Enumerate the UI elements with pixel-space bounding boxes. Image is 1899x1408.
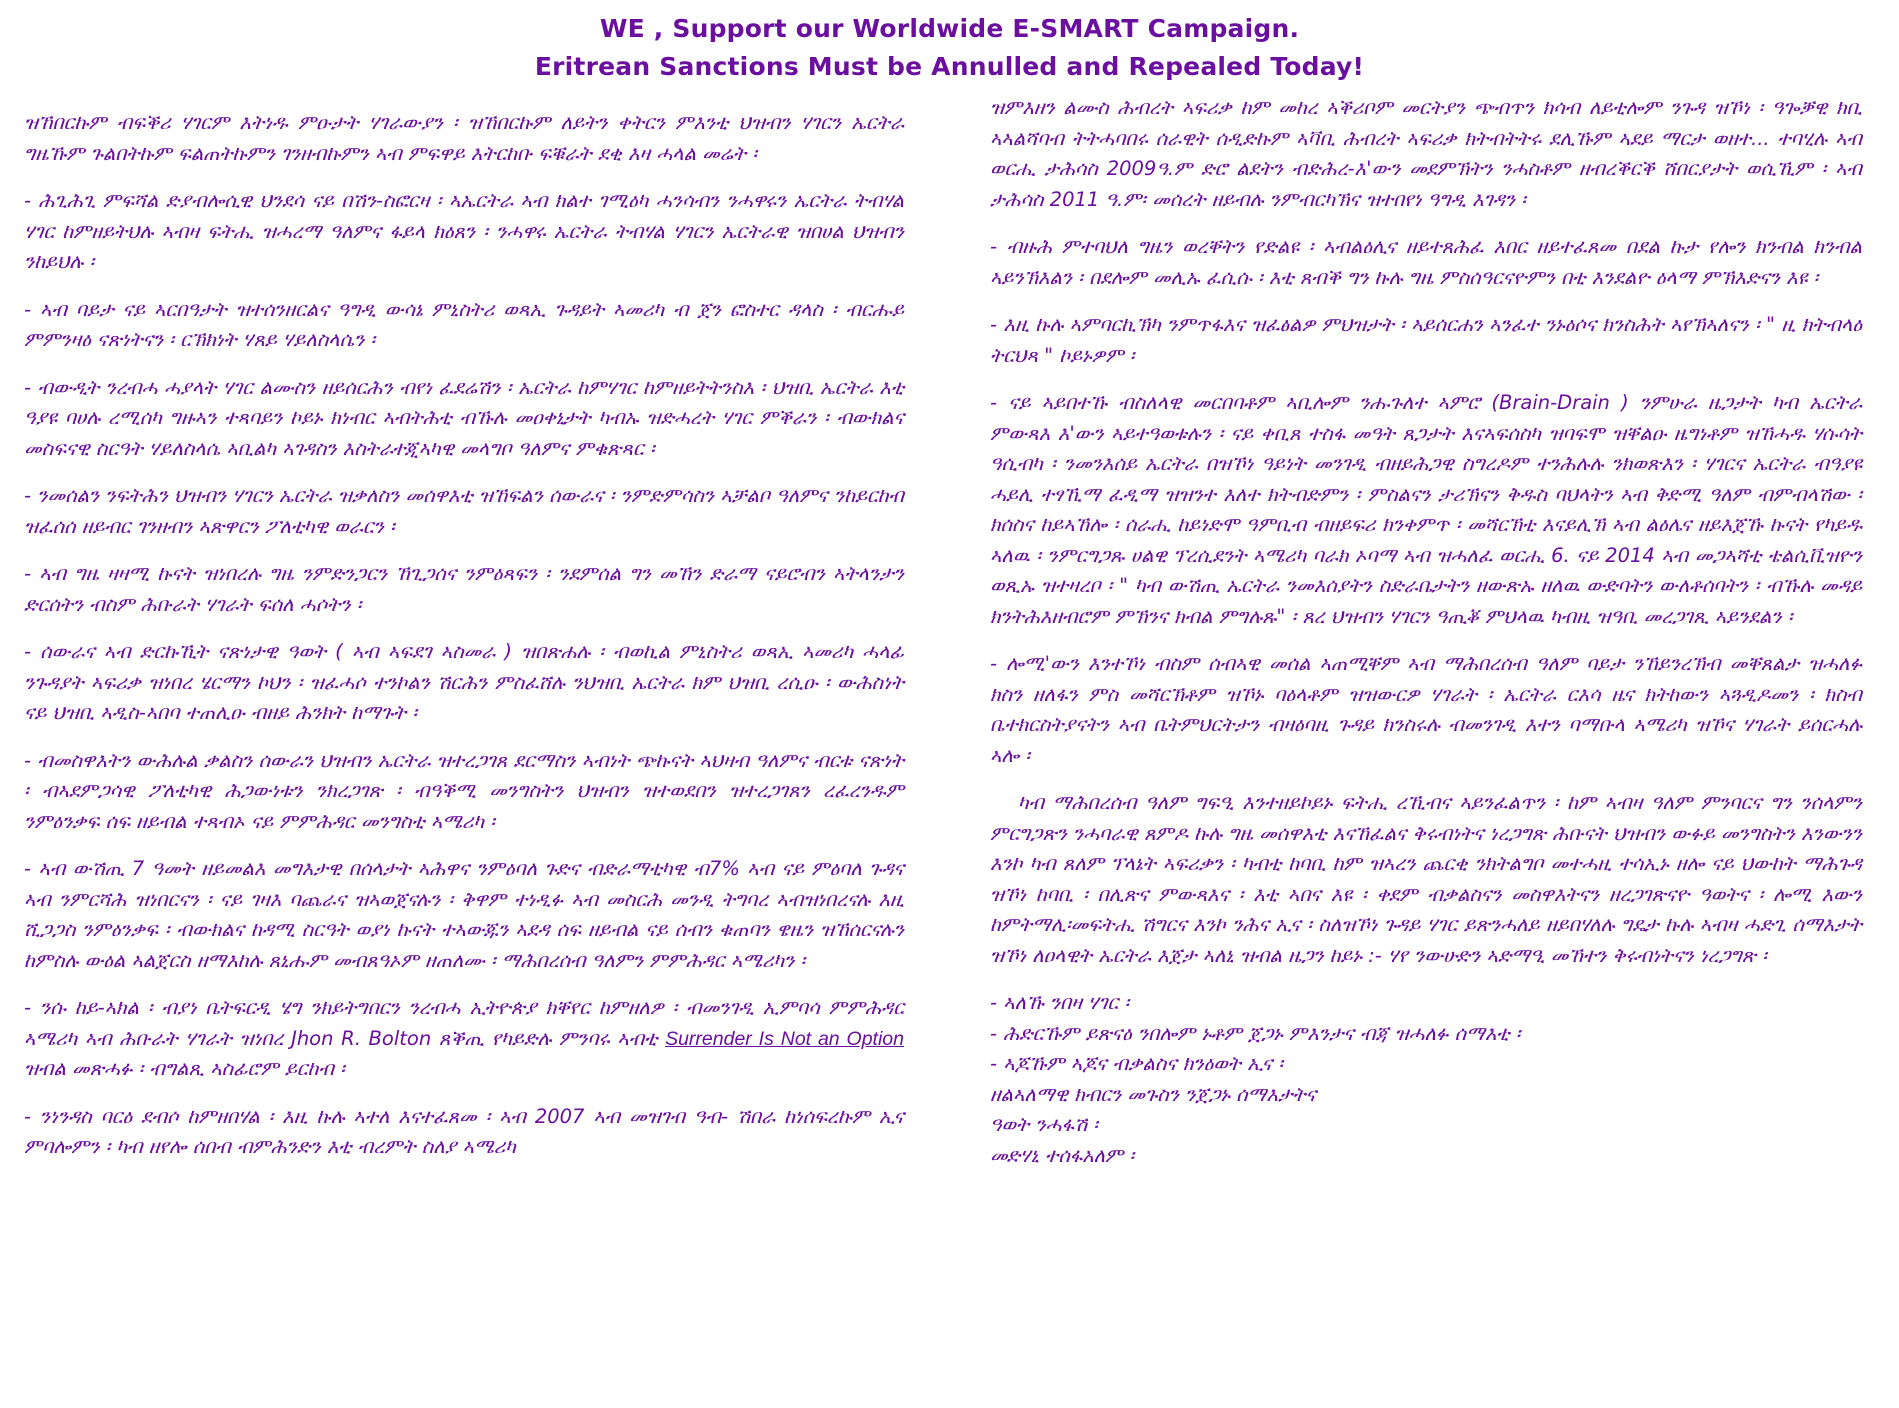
paragraph: ዝምእዘን ልሙስ ሕብረት ኣፍሪቃ ከም መከረ ኣቕሪቦም መርትያን ጭብጥን ክሳብ ለይቲሎም ንጉዳ ዝኾነ ፡ ዓጐቓዊ ክቢ ኣኣልሻባብ ትትሓባበሩ ሰራዊት ሰዲድኩም ኣቫቢ ሕብረት ኣፍሪቃ ክትብትትሩ ደሊኹም ኣደይ ማርታ ወዘተ... ተባሂሉ ኣብ ወርሒ ታሕሳስ 2009ዓ.ም ድሮ ልደትን ብድሕረ-እ'ውን መደምኽትን ንሓስቶም ዘብረቕርቕ ሸበርያታት ወሲኺም ፡ ኣብ ታሕሳስ 2011 ዓ.ም፡ መሰረት ዘይብሉ ንምብርካኽና ዝተበየነ ዓግዲ እገዳን ፡ [990,96,1862,211]
paragraph: - ናይ ኣይበተኹ ብስለላዊ መርበባቶም ኣቢሎም ንሑጉለተ ኣምሮ (Brain-Drain ) ንምሁራ ዜጋታት ካብ ኤርትራ ምውጻእ እ'ውን ኣይተዓወቱሉን ፡ ናይ ቀቢጸ ተስፋ መዓት ጸጋታት እናኣፍሰስካ ዝባፍሞ ዝቐልዑ ዜግነቶም ዝኸሓዱ ሃሱሳት ዓሲብካ ፡ ንመንእሰይ ኤርትራ በዝኾነ ዓይነት መንገዲ ብዘይሕጋዊ ስግረዶም ተንሕሉሉ ንክወጽእን ፡ ሃገርና ኤርትራ ብዓያዩ ሓይሊ ተፃኺማ ፈዲማ ዝዝንተ እለተ ክትብድምን ፡ ምስልናን ታሪኽናን ቅዱስ ባህላትን ኣብ ቅድሚ ዓለም ብምብላሽው ፡ ክሰስና ከይኣኸሎ ፡ ሰራሒ ከይነድሞ ዓምቢብ ብዘይፍሪ ክንቀምጥ ፡ መሻርኽቲ እናይሊኽ ኣብ ልዕሌና ዘይእጀኹ ኩናት የካይዱ ኣለዉ ፡ ንምርግጋጹ ሀልዊ ፕረሲደንት ኣሜሪካ ባራክ ኦባማ ኣብ ዝሓለፈ ወርሒ 6. ናይ 2014 ኣብ መጋኣሻቲ ቴልሲቪዝዮን ወጺኡ ዝተዛረቦ ፡ " ካብ ውሽጢ ኤርትራ ንመእሰያትን ስድራቤታትን ዘውጽኡ ዘለዉ ውድባትን ውለቶሰባትን ፡ ብኹሉ መዳይ ክንትሕእዘብሮም ምኽንና ክብል ምግሉጹ" ፡ ጸረ ህዝብን ሃገርን ዓጢቖ ምህላዉ ካብዚ ዝዓቢ መረጋገጺ ኣይንደልን ፡ [990,391,1862,628]
paragraph: - ኣብ ውሽጢ 7 ዓመት ዘይመልእ መግእታዊ በሰላታት ኣሕዋና ንምዕባለ ጉድና ብድራማቲካዊ ብ7% ኣብ ናይ ምዕባለ ጉዳና ኣብ ንምርሻሕ ዝነበርናን ፡ ናይ ገዛእ ባጨራና ዝኣወጀናሉን ፡ ቅዋም ተነዲፉ ኣብ መስርሕ መንዲ ትግባረ ኣብዝነበረናሉ እዚ ሺጋጋስ ንምዕንቃፍ ፡ ብውክልና ከዳሚ ስርዓት ወያነ ኩናት ተኣውጁን ኣደዳ ሰፍ ዘይብል ናይ ሰብን ቁጠባን ዌዜን ዝኸሰርናሉን ከምስሉ ውዕል ኣልጀርስ ዘማእከሉ ጸኒሑም መብጸዓኦም ዘጠለሙ ፡ ማሕበረሰብ ዓለምን ምምሕዳር ኣሜሪካን ፡ [24,857,904,972]
paragraph: - ሕጊሕጊ ምፍሻል ድያብሎሲዊ ህንደሳ ናይ በሽን-ስፎርዛ ፡ ኣኤርትራ ኣብ ክልተ ገሚዕካ ሓንሳብን ንሓዋሩን ኤርትራ ትብሃል ሃገር ከምዘይትህሉ ኣብዛ ፍትሒ ዝሓረማ ዓለምና ፋይላ ክዕጸን ፡ ንሓዋሩ ኤርትራ ትብሃል ሃገርን ኤርትራዊ ዝበሀል ህዝብን ንከይህሉ ፡ [24,189,904,273]
closing-line: መድሃኒ ተሰፋአለም ፡ [990,1143,1135,1167]
book-title: Surrender Is Not an Option [665,1027,904,1050]
paragraph: - ንሱ ከይ-ኣክል ፡ ብያነ ቤትፍርዲ ሄግ ንክይትግበርን ንረብሓ ኢትዮጵያ ክቐየር ከምዘለዎ ፡ ብመንገዲ ኢምባሳ ምምሕዳር ኣሜሪካ ኣብ ሕቡራት ሃገራት ዝነበረ Jhon R. Bolton ጸቕጢ የካይድሉ ምንባሩ ኣብቲ Surrender Is Not an Option ዝብል መጽሓፉ ፡ ብግልጺ ኣስፊሮም ይርከብ ፡ [24,996,904,1080]
closing-line: ዓወት ንሓፋሽ ፡ [990,1113,1098,1136]
paragraph: - ብመስዋእትን ውሕሉል ቃልስን ሰውራን ህዝብን ኤርትራ ዝተረጋገጸ ደርማስን ኣብነት ጭኩናት ኣህዛብ ዓለምና ብርቱ ናጽነት ፡ ብኣደምጋሳዊ ፖለቲካዊ ሕጋውነቱን ንክረጋገጽ ፡ ብዓቕሚ መንግስትን ህዝብን ዝተወደበን ዝተረጋገጸን ረፈረንዱም ንምዕንቃፍ ሰፍ ዘይብል ተጻብኦ ናይ ምምሕዳር መንግስቲ ኣሜሪካ ፡ [24,748,904,833]
document-header [0,10,1899,86]
list-item: - ሕድርኹም ይጽናዕ ንበሎም ኑቶም ጀጋኑ ምእንታና ብጃ ዝሓለፉ ሰማእቲ ፡ [990,1021,1521,1045]
header-line-2: Eritrean Sanctions Must be Annulled and Repealed Today! [534,52,1365,81]
closing-line: ዘልኣለማዊ ክብርን መጉስን ንጀጋኑ ሰማእታትና [990,1082,1317,1106]
paragraph: - ኣብ ግዜ ዛዛሚ ኩናት ዝነበረሉ ግዜ ንምድንጋርን ኸጊጋሰና ንምዕጻፍን ፡ ንደምሰል ግን መኸን ድራማ ናይሮብን ኣትላንታን ድርሰትን ብስም ሕቡራት ሃገራት ፍሰለ ሓሶትን ፡ [24,562,904,616]
right-column [990,93,1862,1171]
paragraph: - እዚ ኩሉ ኣምባርኪኽካ ንምጥፋእና ዝፈፅልዎ ምህዝታት ፡ ኣይሰርሐን ኣንፈተ ንኑዕሶና ክንስሕት ኣየኽኣለናን ፡ " ዚ ክትብላዕ ትርህጻ " ኮይኑዎም ፡ [990,313,1862,367]
header-line-1: WE , Support our Worldwide E-SMART Campaign. [599,14,1300,43]
paragraph: - ብውዲት ንረብሓ ሓያላት ሃገር ልሙስን ዘይሰርሕን ብየነ ፈደሬሽን ፡ ኤርትራ ከምሃገር ከምዘይትትንስእ ፡ ህዝቢ ኤርትራ እቲ ዓያዩ ባሀሉ ረሚሰካ ግዙኣን ተጻባይን ኮይኑ ክነብር ኣብትሕቲ ብኹሉ መዐቀኒታት ካብኡ ዝድሓረት ሃገር ምቕራን ፡ ብውክልና መስፍናዊ ስርዓት ሃይለስላሴ ኣቢልካ ኣገዳስን እስትራተጂኣካዊ መላግቦ ዓለምና ምቁጽጻር ፡ [24,375,904,460]
paragraph: - ኣብ ባይታ ናይ ኣርበዓታት ዝተሰንዘርልና ዓግዲ ውሳኔ ምኒስትሪ ወጻኢ ጉዳይት ኣመሪካ ብ ጀን ፎስተር ዳላስ ፡ ብርሑይ ምምንዛዕ ናጽነትናን ፡ ርኽክነት ሃጸይ ሃይለስላሴን ፡ [24,297,904,351]
paragraph: - ሰውራና ኣብ ድርኩኺት ናጽነታዊ ዓወት ( ኣብ ኣፍደገ ኣስመራ ) ዝበጽሐሉ ፡ ብወኪል ምኒስትሪ ወጻኢ ኣመሪካ ሓላፊ ንጉዳያት ኣፍሪቃ ዝነበረ ሄርማን ኮህን ፡ ዝፈሓሶ ተንኮልን ሽርሕን ምስፈሸሉ ንህዝቢ ኤርትራ ክም ህዝቢ ረሲዑ ፡ ውሕስነት ናይ ህዝቢ ኣዲስ-ኣበባ ተጠሊዑ ብዘይ ሕንክት ከማጉት ፡ [24,640,904,724]
list-item: - ኣጆኹም ኣጆና ብቃልስና ክንዕወት ኢና ፡ [990,1052,1284,1075]
paragraph: ካብ ማሕበረሰብ ዓለም ግፍዒ እንተዘይኮይኑ ፍትሒ ረኺብና ኣይንፈልጥን ፡ ከም ኣብዛ ዓለም ምንባርና ግን ንሰላምን ምርግጋጽን ንሓባራዊ ጸምዶ ኩሉ ግዜ መሰዋእቲ እናኸፈልና ቅሩብነትና ነረጋግጽ ሕቡናት ህዝብን ውፉይ መንግስትን እንውንን እንኮ ካብ ጸለም ፕላኔት ኣፍሪቃን ፡ ካብቲ ከባቢ ከም ዝኣረን ጨርቂ ንክትልግቦ መተሓዚ ተሳኢኑ ዘሎ ናይ ህውከት ማሕጉዳ ዝኾነ ከባቢ ፡ በሊጽና ምውጻእና ፡ እቲ ኣበና እዩ ፡ ቀደም ብቃልስናን መስዋእትናን ዘረጋገጽናዮ ዓወትና ፡ ሎሚ እውን ከምትማሊ፡መፍትሒ ሽግርና እንኮ ንሕና ኢና ፡ ስለዝኾነ ጉዳይ ሃገር ይጽንሓለይ ዘይበሃለሉ ግዴታ ኩሉ ኣብዛ ሓድጊ ሰማእታት ዝኾነ ለዐላዊት ኤርትራ እጀታ ኣለኒ ዝብል ዜጋን ከይኑ :- ሃየ ንውሁድን ኣድማዒ መኸተን ቅሩብነትናን ነረጋግጽ ፡ [990,791,1862,967]
paragraph: ዝኸበርኩም ብፍቕሪ ሃገርም እትነዱ ምዑታት ሃገራውያን ፡ ዝኸበርኩም ለይትን ቀትርን ምእንቲ ህዝብን ሃገርን ኤርትራ ግዜኹም ጉልበትኩም ፍልጠትኩምን ገንዘብኩምን ኣብ ምፍዋይ እትርከቡ ፍቑራት ደቂ እዛ ሓላል መሬት ፡ [24,111,904,165]
list-item: - ኣለኹ ንበዛ ሃገር ፡ [990,991,1130,1014]
left-column [24,108,904,1180]
paragraph: - ንነንዳስ ባርዕ ደብሶ ከምዘበሃል ፡ እዚ ኩሉ ኣተለ እናተፈጸመ ፡ ኣብ 2007 ኣብ መዝገብ ዓብ- ሽበራ ከነሰፍረኩም ኢና ምባሎምን ፡ ካብ ዘየሎ ሰበብ ብምሕንድን እቲ ብረምት ስለያ ኣሜሪካ [24,1104,904,1158]
paragraph: - ብዙሕ ምተባህለ ግዜን ወረቐትን የድልዩ ፡ ኣብልዕሊና ዘይተጸሕፈ እበር ዘይተፈጸመ በደል ኩታ የሎን ክንብል ክንብል ኣይንኽእልን ፡ በደሎም መሊኡ ፈሲሱ ፡ እቲ ጸብቕ ግን ኩሉ ግዜ ምስሰዓርናዮምን በቲ እንደልዮ ዕላማ ምኽእድናን እዩ ፡ [990,235,1862,289]
paragraph: - ሎሚ'ውን እንተኾነ ብስም ሰብኣዊ መሰል ኣጠሚቐም ኣብ ማሕበረሰብ ዓለም ባይታ ንኸይንረኽብ መቐጸልታ ዝሓለፉ ክስን ዘለፋን ምስ መሻርኽቶም ዝኾኑ ባዕላቶም ዝዝውርዎ ሃገራት ፡ ኤርትራ ርእሳ ዜና ክትከውን ኣጓዲዶመን ፡ ክስብ ቤተክርስትያናትን ኣብ ቤትምህርትታን ብዛዕባዚ ጉዳይ ክንስሩሉ ብመንገዲ እተን ባማቡላ ኣሜሪካ ዝኾና ሃገራት ይሰርሓሉ ኣሎ ፡ [990,652,1862,767]
paragraph: - ንመሰልን ንፍትሕን ህዝብን ሃገርን ኤርትራ ዝቃለስን መሰዋእቲ ዝኸፍልን ሰውራና ፡ ንምድምሳስን ኣቻልቦ ዓለምና ንከይርከብ ዝፈሰሰ ዘይብር ገንዘብን ኣጽዋርን ፖለቲካዊ ወራርን ፡ [24,484,904,538]
